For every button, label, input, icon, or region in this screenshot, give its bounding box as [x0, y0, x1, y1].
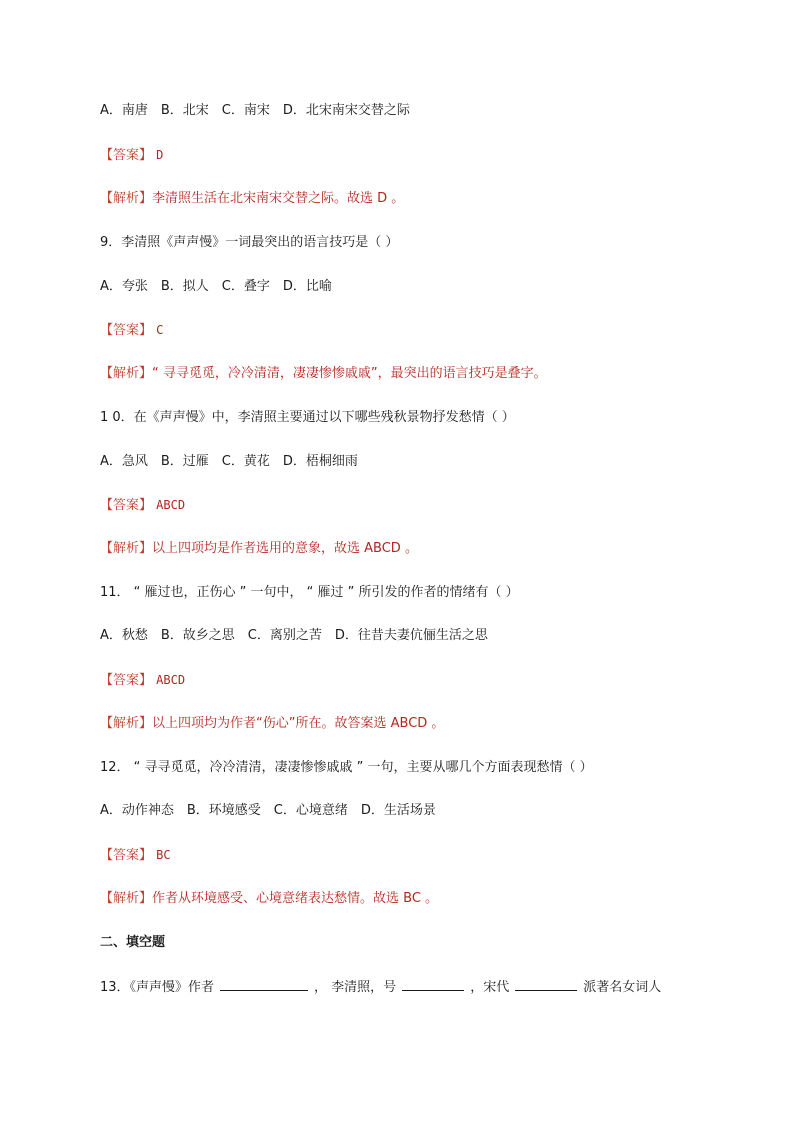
- answer-label: 【答案】: [100, 148, 153, 163]
- q9-stem: [100, 233, 734, 253]
- answer-value: ABCD: [156, 498, 186, 512]
- answer-label: 【答案】: [100, 673, 153, 688]
- analysis-text: 作者从环境感受、心境意绪表达愁情。故选 BC 。: [152, 891, 439, 906]
- q9-answer: [100, 320, 734, 341]
- q10-answer: [100, 495, 734, 516]
- answer-label: 【答案】: [100, 848, 153, 863]
- question-text: ，宋代: [470, 980, 510, 995]
- q11-options: [100, 626, 734, 646]
- answer-label: 【答案】: [100, 498, 153, 513]
- question-text: 1 0．在《声声慢》中，李清照主要通过以下哪些残秋景物抒发愁情（ ）: [100, 410, 515, 425]
- q10-stem: [100, 408, 734, 428]
- analysis-text: 李清照生活在北宋南宋交替之际。故选 D 。: [152, 191, 405, 206]
- section-heading-text: 二、填空题: [100, 935, 166, 950]
- options-text: A．夸张 B．拟人 C．叠字 D．比喻: [100, 279, 332, 294]
- options-text: A．急风 B．过雁 C．黄花 D．梧桐细雨: [100, 454, 358, 469]
- q9-options: [100, 277, 734, 297]
- q12-analysis: [100, 889, 734, 909]
- q9-analysis: [100, 364, 734, 384]
- q12-stem: [100, 758, 734, 778]
- question-text: ， 李清照，号: [314, 980, 397, 995]
- question-text: 9．李清照《声声慢》一词最突出的语言技巧是（ ）: [100, 235, 399, 250]
- q8-answer: [100, 145, 734, 166]
- blank-line: [515, 976, 577, 991]
- analysis-text: 以上四项均为作者“伤心”所在。故答案选 ABCD 。: [152, 716, 445, 731]
- question-text: 12． “ 寻寻觅觅，冷冷清清，凄凄惨惨戚戚 ” 一句，主要从哪几个方面表现愁情（ ）: [100, 760, 593, 775]
- analysis-label: 【解析】: [100, 541, 153, 556]
- answer-value: BC: [156, 848, 171, 862]
- q10-options: [100, 452, 734, 472]
- analysis-text: “ 寻寻觅觅，冷冷清清，凄凄惨惨戚戚”，最突出的语言技巧是叠字。: [152, 366, 547, 381]
- question-text: 13．《声声慢》作者: [100, 980, 215, 995]
- answer-value: ABCD: [156, 673, 186, 687]
- blank-line: [402, 976, 464, 991]
- answer-value: C: [156, 323, 164, 337]
- analysis-label: 【解析】: [100, 891, 153, 906]
- question-text: 11． “ 雁过也，正伤心 ” 一句中， “ 雁过 ” 所引发的作者的情绪有（ ）: [100, 585, 519, 600]
- q11-stem: [100, 583, 734, 603]
- answer-label: 【答案】: [100, 323, 153, 338]
- q12-answer: [100, 845, 734, 866]
- q10-analysis: [100, 539, 734, 559]
- question-text: 派著名女词人: [583, 980, 662, 995]
- analysis-label: 【解析】: [100, 191, 153, 206]
- options-text: A．南唐 B．北宋 C．南宋 D．北宋南宋交替之际: [100, 103, 410, 118]
- q8-options: [100, 101, 734, 121]
- analysis-label: 【解析】: [100, 716, 153, 731]
- q11-answer: [100, 670, 734, 691]
- section-heading: [100, 933, 734, 953]
- q13-stem: [100, 976, 734, 998]
- answer-value: D: [156, 148, 164, 162]
- q11-analysis: [100, 714, 734, 734]
- q12-options: [100, 801, 734, 821]
- options-text: A．秋愁 B．故乡之思 C．离别之苦 D．往昔夫妻伉俪生活之思: [100, 628, 488, 643]
- options-text: A．动作神态 B．环境感受 C．心境意绪 D．生活场景: [100, 803, 436, 818]
- analysis-text: 以上四项均是作者选用的意象，故选 ABCD 。: [152, 541, 418, 556]
- q8-analysis: [100, 189, 734, 209]
- analysis-label: 【解析】: [100, 366, 153, 381]
- blank-line: [220, 976, 308, 991]
